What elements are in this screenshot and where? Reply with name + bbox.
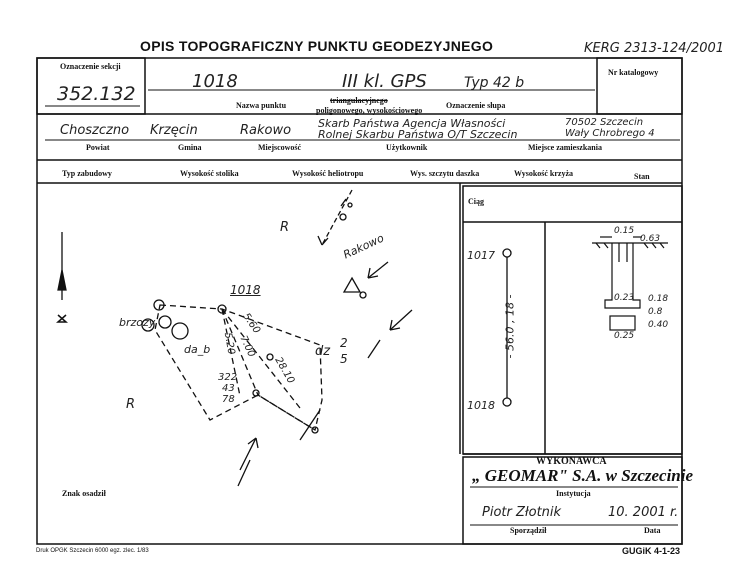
address-line1: 70502 Szczecin <box>565 117 644 128</box>
sketch-dab: da_b <box>184 343 211 356</box>
sketch-dz-den: 5 <box>340 352 348 366</box>
point-type-label: poligonowego, wysokościowego <box>316 106 423 115</box>
marker-dim-bottom: 0.25 <box>614 331 635 341</box>
owner-line2: Rolnej Skarbu Państwa O/T Szczecin <box>318 128 518 141</box>
institution-label: Instytucja <box>556 489 591 498</box>
wys-krzyza-label: Wysokość krzyża <box>514 169 574 178</box>
sketch-distance-1: 5.60 <box>240 311 263 336</box>
sketch-dz-num: 2 <box>340 336 348 350</box>
miejscowosc-value: Rakowo <box>240 123 292 138</box>
document-code: KERG 2313-124/2001 <box>584 41 725 56</box>
author-label: Sporządził <box>510 526 547 535</box>
ciag-label: Ciąg <box>468 197 484 206</box>
contractor-date: 10. 2001 r. <box>608 505 679 520</box>
wys-heliotropu-label: Wysokość heliotropu <box>292 169 364 178</box>
sketch-label-r2: R <box>126 397 136 412</box>
owner-line1: Skarb Państwa Agencja Własności <box>318 117 506 130</box>
marker-dim-mid-left: 0.23 <box>614 293 635 303</box>
sketch-frac-top: 322 <box>218 372 238 383</box>
point-name: 1018 <box>192 71 238 92</box>
stan-label: Stan <box>634 172 650 181</box>
footer-left: Druk OPGK Szczecin 6000 egz. zlec. 1/83 <box>36 548 149 554</box>
contractor-name: „ GEOMAR" S.A. w Szczecinie <box>472 466 694 485</box>
sketch-distance-4: 28.10 <box>272 355 297 386</box>
uzytkownik-label: Użytkownik <box>386 143 428 152</box>
sketch-distance-2: 5.20 <box>221 331 237 356</box>
sketch-distance-3: 7.00 <box>237 334 257 359</box>
marker-dim-mid-right: 0.18 <box>648 294 669 304</box>
sketch-point-label: 1018 <box>230 283 261 297</box>
miejsce-label: Miejsce zamieszkania <box>528 143 602 152</box>
powiat-value: Choszczno <box>60 123 130 138</box>
sketch-rakowo: Rakowo <box>341 231 386 262</box>
marker-dim-top: 0.15 <box>614 226 635 236</box>
miejscowosc-label: Miejscowość <box>258 143 302 152</box>
gmina-label: Gmina <box>178 143 202 152</box>
section-label: Oznaczenie sekcji <box>60 62 121 71</box>
wys-stolika-label: Wysokość stolika <box>180 169 239 178</box>
ciag-distance: - 56.0 , 18 - <box>503 294 517 359</box>
point-type: Typ 42 b <box>464 75 525 91</box>
contractor-label: WYKONAWCA <box>536 456 607 467</box>
sketch-frac-mid: 43 <box>222 383 235 394</box>
ciag-top-point: 1017 <box>467 249 495 262</box>
point-class: III kl. GPS <box>342 71 427 92</box>
marker-dim-right3: 0.40 <box>648 320 669 330</box>
ciag-bottom-point: 1018 <box>467 399 495 412</box>
marker-dim-right2: 0.8 <box>648 307 663 317</box>
address-line2: Wały Chrobrego 4 <box>565 128 655 139</box>
sketch-dz: dz <box>315 344 331 359</box>
point-type-strike: triangulacyjnego <box>330 96 388 105</box>
document-title: OPIS TOPOGRAFICZNY PUNKTU GEODEZYJNEGO <box>140 38 494 54</box>
sketch-brzozy: brzozy <box>119 316 156 329</box>
footer-right: GUGiK 4-1-23 <box>622 546 681 556</box>
date-label: Data <box>644 526 661 535</box>
sketch-frac-bot: 78 <box>222 394 235 405</box>
znak-osadzil-label: Znak osadził <box>62 489 106 498</box>
post-label: Oznaczenie słupa <box>446 101 506 110</box>
powiat-label: Powiat <box>86 143 110 152</box>
marker-dim-top-right: 0.63 <box>640 234 661 244</box>
typ-zabudowy-label: Typ zabudowy <box>62 169 112 178</box>
section-value: 352.132 <box>57 83 136 105</box>
gmina-value: Krzęcin <box>150 123 198 138</box>
contractor-author: Piotr Złotnik <box>482 505 562 520</box>
sketch-label-r1: R <box>280 220 290 235</box>
wys-daszka-label: Wys. szczytu daszka <box>410 169 480 178</box>
catalog-label: Nr katalogowy <box>608 68 659 77</box>
point-name-label: Nazwa punktu <box>236 101 287 110</box>
